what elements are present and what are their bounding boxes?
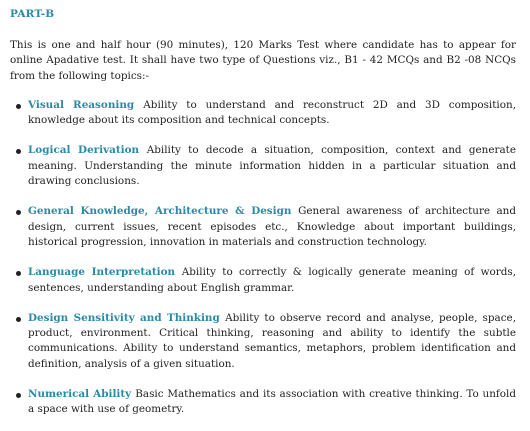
bullet-icon — [16, 317, 21, 322]
topic-name: Numerical Ability — [28, 388, 136, 401]
topic-description: Ability to decode a situation, composition, context and generate meaning. Understanding the minute information hidden in a particular situation and drawing conclusions. — [28, 144, 516, 188]
topic-name: Design Sensitivity and Thinking — [28, 311, 226, 324]
topic-name: Visual Reasoning — [28, 98, 144, 111]
topics-list — [10, 98, 516, 418]
bullet-icon — [16, 104, 21, 109]
topic-item-language-interpretation — [10, 265, 516, 296]
topic-description: General awareness of architecture and design, current issues, recent episodes etc., Knowledge about important buildings, historical progression, innovation in materials and construction technology. — [28, 205, 516, 248]
topic-name: General Knowledge, Architecture & Design — [28, 205, 299, 218]
topic-description: Ability to correctly & logically generate meaning of words, sentences, understanding about English grammar. — [28, 266, 516, 294]
topic-item-general-knowledge — [10, 204, 516, 250]
bullet-icon — [16, 271, 21, 276]
bullet-icon — [16, 210, 21, 215]
intro-paragraph: This is one and half hour (90 minutes), 120 Marks Test where candidate has to appear for online Apadative test. It shall have two type of Questions viz., B1 - 42 MCQs and B2 -08 NCQs from the following topics:- — [10, 39, 516, 82]
topic-item-numerical-ability — [10, 387, 516, 418]
bullet-icon — [16, 149, 21, 154]
topic-item-visual-reasoning — [10, 98, 516, 129]
bullet-icon — [16, 393, 21, 398]
topic-name: Logical Derivation — [28, 144, 147, 157]
topic-description: Ability to understand and reconstruct 2D and 3D composition, knowledge about its composition and technical concepts. — [28, 98, 517, 127]
section-title: PART-B — [10, 8, 55, 20]
topic-item-design-sensitivity — [10, 311, 516, 372]
topic-description: Basic Mathematics and its association with creative thinking. To unfold a space with use of geometry. — [28, 388, 517, 416]
topic-item-logical-derivation — [10, 143, 516, 189]
topic-description: Ability to observe record and analyse, people, space, product, environment. Critical thinking, reasoning and ability to identify the subtle communications. Ability to understand semantics, metaphors, problem identification and definition, analysis of a given situation. — [28, 311, 517, 370]
topic-name: Language Interpretation — [28, 266, 182, 279]
